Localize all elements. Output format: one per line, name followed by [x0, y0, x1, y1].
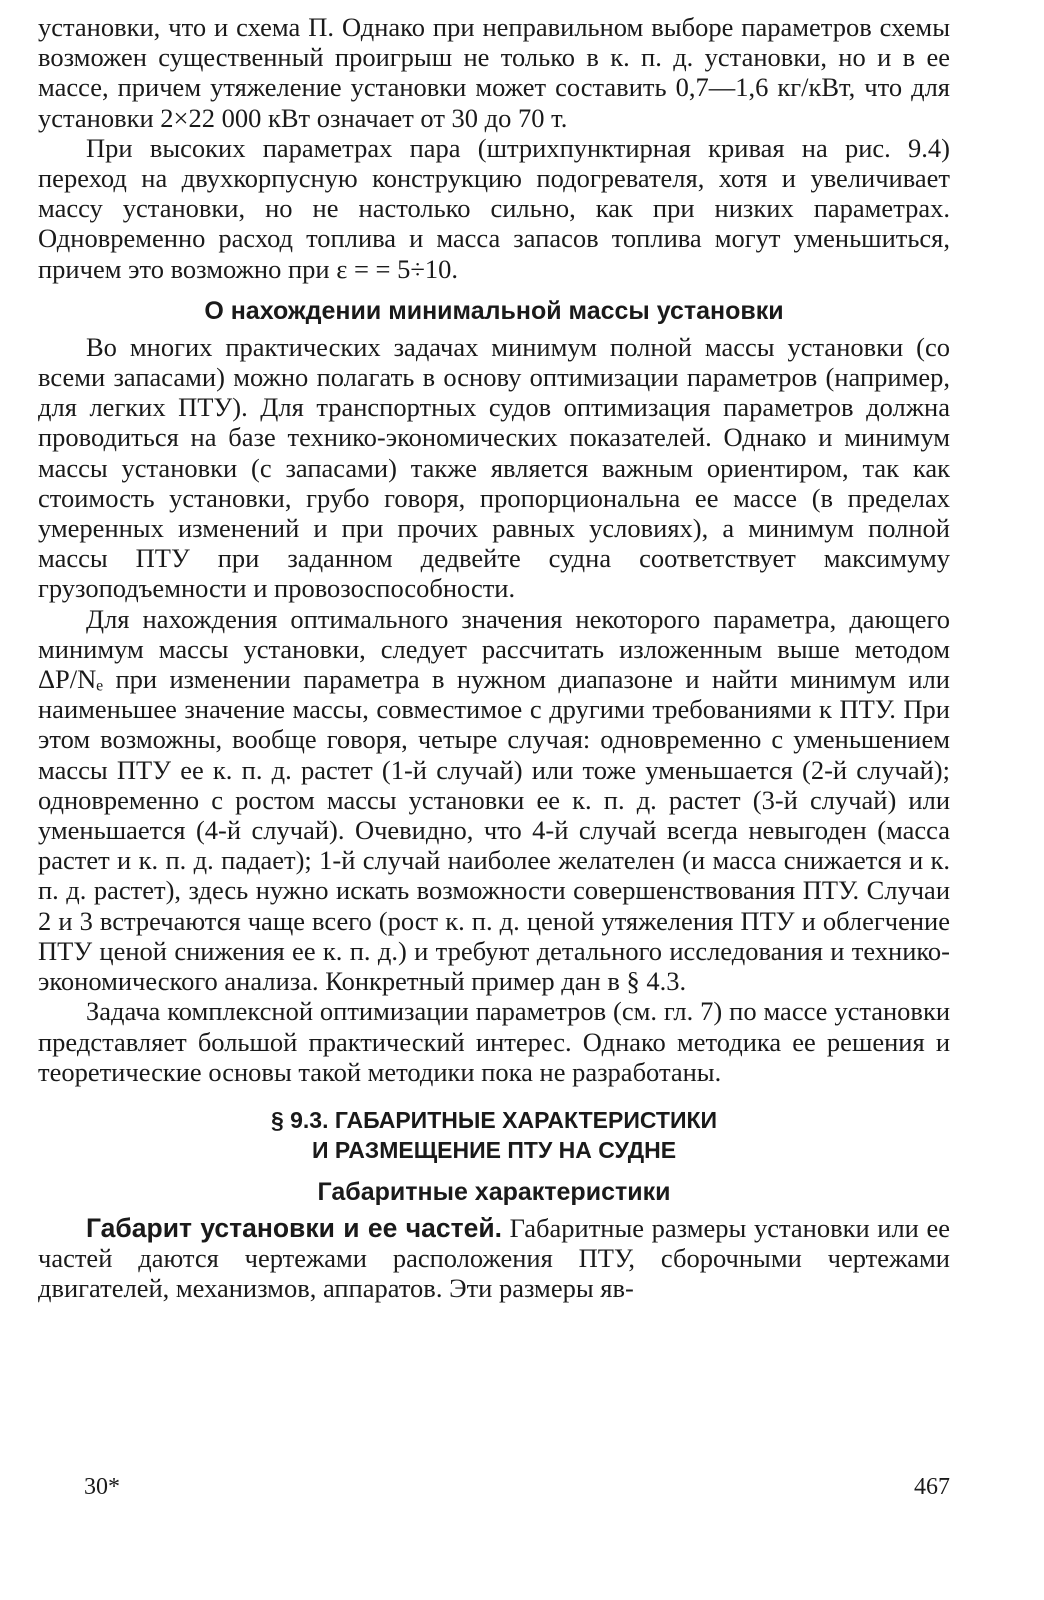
paragraph-high-parameters: При высоких параметрах пара (штрихпунктирная кривая на рис. 9.4) переход на двухкорпусную конструкцию подогревателя, хотя и увеличивает массу установки, но не настолько сильно, как при низких параметрах. Одновременно расход топлива и масса запасов топлива могут уменьшиться, причем это возможно при ε = = 5÷10. [38, 132, 950, 284]
section-heading-line-1: § 9.3. ГАБАРИТНЫЕ ХАРАКТЕРИСТИКИ [270, 1106, 718, 1133]
page-footer [84, 1474, 950, 1501]
subheading-dimensional-characteristics: Габаритные характеристики [317, 1177, 671, 1206]
page-body [38, 12, 950, 1304]
paragraph-complex-optimization: Задача комплексной оптимизации параметров (см. гл. 7) по массе установки представляет большой практический интерес. Однако методика ее решения и теоретические основы такой методики пока не разработаны. [38, 996, 950, 1087]
section-heading-9-3 [38, 1105, 950, 1165]
run-in-title: Габарит установки и ее частей. [86, 1212, 502, 1243]
page-number: 467 [914, 1474, 950, 1500]
section-heading-line-2: И РАЗМЕЩЕНИЕ ПТУ НА СУДНЕ [311, 1136, 677, 1163]
subheading-minimum-mass: О нахождении минимальной массы установки [204, 296, 784, 325]
paragraph-mass-optimization: Во многих практических задачах минимум полной массы установки (со всеми запасами) можно полагать в основу оптимизации параметров (например, для легких ПТУ). Для транспортных судов оптимизация параметров должна проводиться на базе технико-экономических показателей. Однако и минимум массы установки (с запасами) также является важным ориентиром, так как стоимость установки, грубо говоря, пропорциональна ее массе (в пределах умеренных изменений и при прочих равных условиях), а минимум полной массы ПТУ при заданном дедвейте судна соответствует максимуму грузоподъемности и провозоспособности. [38, 331, 950, 604]
paragraph-dimensions [38, 1213, 950, 1304]
paragraph-four-cases: Для нахождения оптимального значения некоторого параметра, дающего минимум массы установки, следует рассчитать изложенным выше методом ΔP/Nₑ при изменении параметра в нужном диапазоне и найти минимум или наименьшее значение массы, совместимое с другими требованиями к ПТУ. При этом возможны, вообще говоря, четыре случая: одновременно с уменьшением массы ПТУ ее к. п. д. растет (1-й случай) или тоже уменьшается (2-й случай); одновременно с ростом массы установки ее к. п. д. растет (3-й случай) или уменьшается (4-й случай). Очевидно, что 4-й случай всегда невыгоден (масса растет и к. п. д. падает); 1-й случай наиболее желателен (и масса снижается и к. п. д. растет), здесь нужно искать возможности совершенствования ПТУ. Случаи 2 и 3 встречаются чаще всего (рост к. п. д. ценой утяжеления ПТУ и облегчение ПТУ ценой снижения ее к. п. д.) и требуют детального исследования и технико-экономического анализа. Конкретный пример дан в § 4.3. [38, 603, 950, 997]
signature-mark: 30* [84, 1474, 120, 1500]
paragraph-dimensions-text: Габаритные размеры установки или ее частей даются чертежами расположения ПТУ, сборочными чертежами двигателей, механизмов, аппаратов. Эти размеры яв- [38, 1212, 950, 1304]
paragraph-continued: установки, что и схема П. Однако при неправильном выборе параметров схемы возможен существенный проигрыш не только в к. п. д. установки, но и в ее массе, причем утяжеление установки может составить 0,7—1,6 кг/кВт, что для установки 2×22 000 кВт означает от 30 до 70 т. [38, 12, 950, 133]
